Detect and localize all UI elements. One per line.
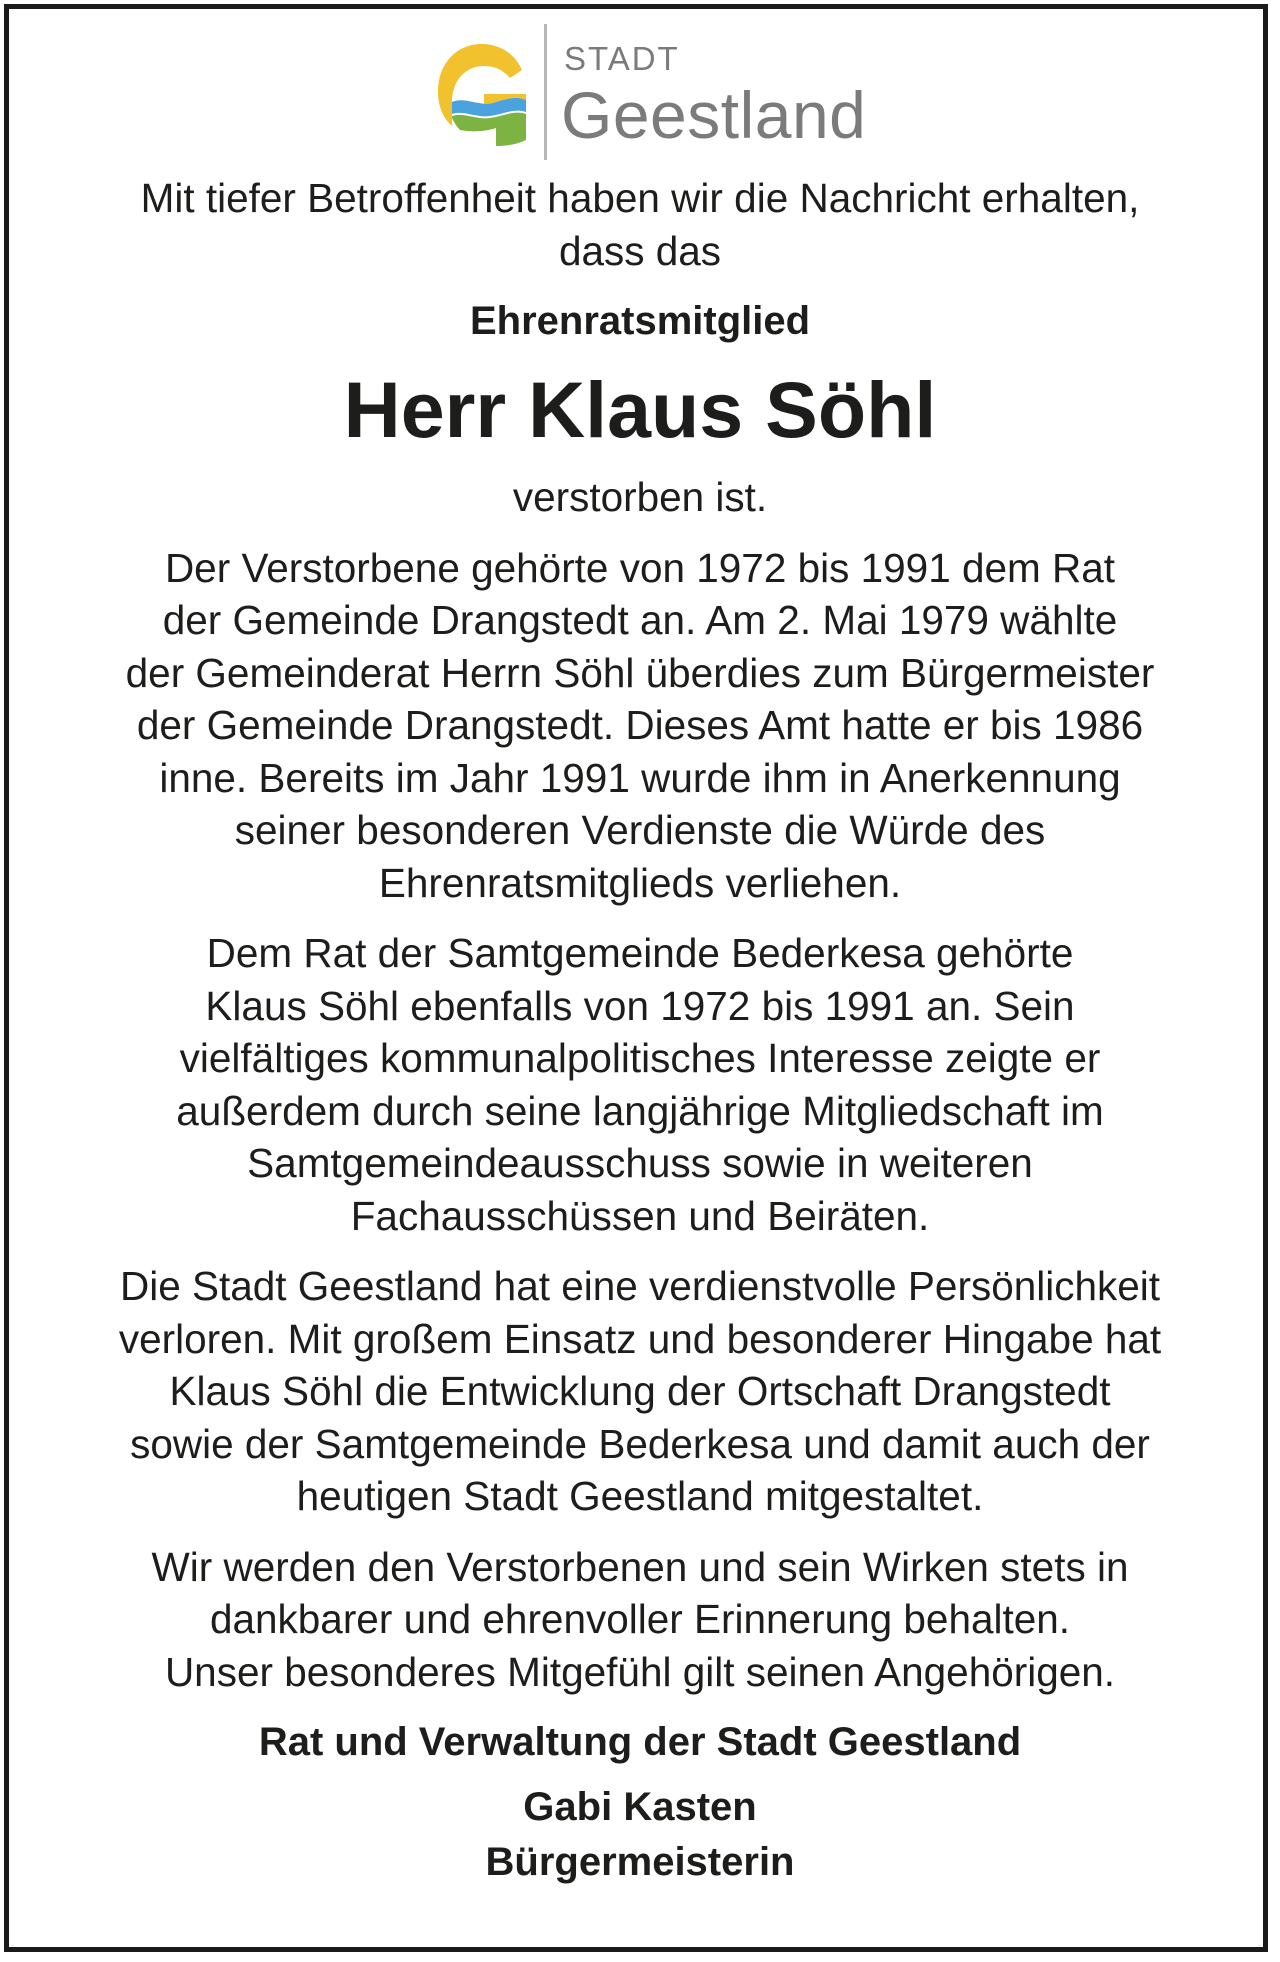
signature-title: Bürgermeisterin bbox=[485, 1840, 795, 1884]
paragraph-career-drangstedt: Der Verstorbene gehörte von 1972 bis 1991 dem Rat der Gemeinde Drangstedt an. Am 2. Mai 1979 wählte der Gemeinderat Herrn Söhl überdies zum Bürgermeister der Gemeinde Drangstedt. Dieses Amt hatte er bis 1986 inne. Bereits im Jahr 1991 wurde ihm in Anerkennung seiner besonderen Verdienste die Würde des Ehrenratsmitglieds verliehen. bbox=[125, 544, 1155, 906]
signature-organization: Rat und Verwaltung der Stadt Geestland bbox=[258, 1720, 1022, 1764]
deceased-statement: verstorben ist. bbox=[512, 474, 768, 520]
logo-stadt-text: STADT bbox=[564, 40, 680, 77]
paragraph-tribute: Die Stadt Geestland hat eine verdienstvolle Persönlichkeit verloren. Mit großem Einsatz und besonderer Hingabe hat Klaus Söhl die Entwicklung der Ortschaft Drangstedt sowie der Samtgemeinde Bederkesa und damit auch der heutigen Stadt Geestland mitgestaltet. bbox=[118, 1263, 1162, 1519]
logo-divider bbox=[544, 24, 547, 160]
deceased-role: Ehrenratsmitglied bbox=[469, 299, 811, 343]
signature-name: Gabi Kasten bbox=[523, 1785, 757, 1829]
notice-content bbox=[30, 172, 1250, 1890]
paragraph-career-bederkesa: Dem Rat der Samtgemeinde Bederkesa gehörte Klaus Söhl ebenfalls von 1972 bis 1991 an. Sein vielfältiges kommunalpolitisches Interesse zeigte er außerdem durch seine langjährige Mitgliedschaft im Samtgemeindeausschuss sowie in weiteren Fachausschüssen und Beiräten. bbox=[176, 930, 1104, 1239]
logo-city-name: Geestland bbox=[561, 78, 867, 152]
geestland-logo-icon bbox=[434, 40, 530, 148]
paragraph-condolence: Wir werden den Verstorbenen und sein Wirken stets in dankbarer und ehrenvoller Erinnerung behalten. Unser besonderes Mitgefühl gilt seinen Angehörigen. bbox=[151, 1543, 1129, 1695]
deceased-name: Herr Klaus Söhl bbox=[343, 365, 937, 454]
city-logo bbox=[434, 24, 867, 164]
intro-text: Mit tiefer Betroffenheit haben wir die Nachricht erhalten, dass das bbox=[140, 175, 1140, 274]
